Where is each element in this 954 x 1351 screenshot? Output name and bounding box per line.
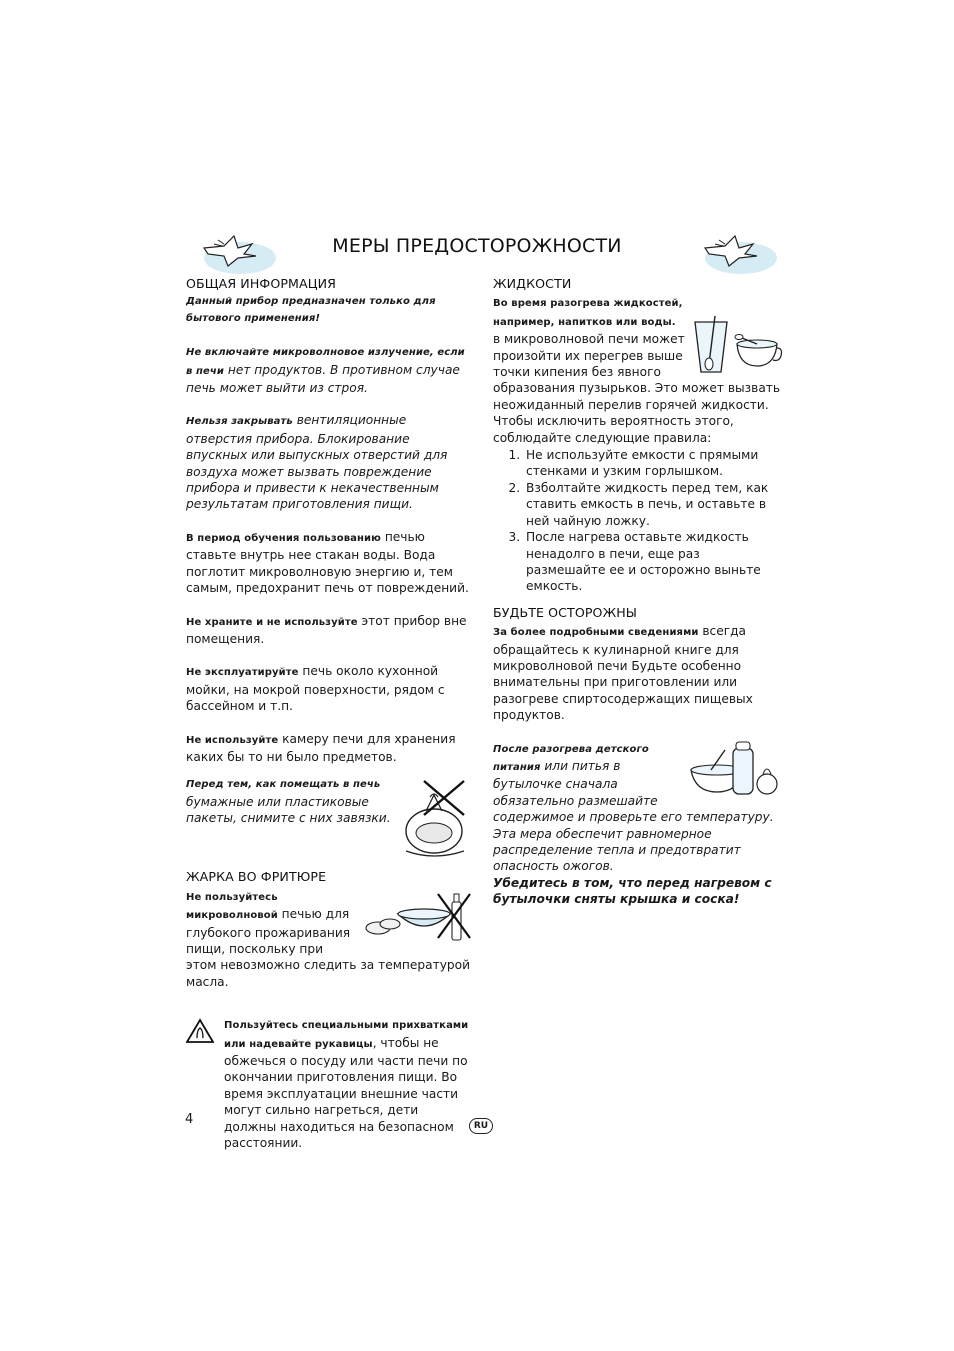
language-badge: RU — [469, 1118, 493, 1134]
page-title: МЕРЫ ПРЕДОСТОРОЖНОСТИ — [332, 235, 622, 257]
section-heading-general: ОБЩАЯ ИНФОРМАЦИЯ — [186, 276, 336, 291]
paragraph-outdoor: Не храните и не используйте этот прибор вне помещения. — [186, 613, 467, 646]
paragraph-vents: Нельзя закрывать вентиляционные отверстия прибора. Блокирование впускных или выпускных отверстий для воздуха может вызвать повреждение прибора и привести к некачественным результатам приготовления пищи. — [186, 413, 448, 512]
frying-bowl-crossed-icon — [360, 888, 472, 946]
section-heading-liquids: ЖИДКОСТИ — [493, 276, 572, 291]
section-heading-be-careful: БУДЬТЕ ОСТОРОЖНЫ — [493, 604, 638, 620]
list-item: 1. Не используйте емкости с прямыми стенками и узким горлышком. — [524, 447, 783, 480]
bag-ties-block — [186, 775, 472, 859]
paragraph-liquids: Во время разогрева жидкостей, например, напитков или воды. в микроволновой печи может произойти их перегрев выше точки кипения без явного образования пузырьков. Это может вызвать неожиданный перелив горячей жидкости. Чтобы исключить вероятность этого, соблюдайте следующие правила: — [493, 298, 781, 445]
bag-crossed-icon — [400, 775, 472, 859]
paragraph-no-empty-run: Не включайте микроволновое излучение, если в печи нет продуктов. В противном случае печь может выйти из строя. — [186, 347, 465, 396]
deep-frying-block — [186, 888, 472, 990]
paragraph-water-glass: В период обучения пользованию печью ставьте внутрь нее стакан воды. Вода поглотит микроволновую энергию и, тем самым, предохранит печь от повреждений. — [186, 529, 469, 596]
list-item: 2. Взболтайте жидкость перед тем, как ставить емкость в печь, и оставьте в ней чайную ложку. — [524, 480, 783, 529]
paragraph-deep-frying: Не пользуйтесь микроволновой печью для глубокого прожаривания пищи, поскольку при этом невозможно следить за температурой масла. — [186, 891, 471, 989]
list-item: 3. После нагрева оставьте жидкость ненадолго в печи, еще раз размешайте ее и осторожно выньте емкость. — [524, 529, 783, 595]
paragraph-remove-cap: Убедитесь в том, что перед нагревом с бутылочки сняты крышка и соска! — [493, 875, 772, 907]
section-heading-deep-frying: ЖАРКА ВО ФРИТЮРЕ — [186, 869, 327, 885]
paragraph-cookbook: За более подробными сведениями всегда обращайтесь к кулинарной книге для микроволновой печи Будьте особенно внимательны при приготовлении или разогреве спиртосодержащих пищевых продуктов. — [493, 624, 753, 723]
paragraph-oven-mitts: Пользуйтесь специальными прихватками или надевайте рукавицы, чтобы не обжечься о посуду или части печи по окончании приготовления пищи. Во время эксплуатации внешние части могут сильно нагреться, дети должны находиться на безопасном расстоянии. — [224, 1020, 469, 1151]
liquids-rules-list — [493, 447, 783, 595]
hot-surfaces-warning — [186, 1016, 472, 1151]
glass-and-cup-icon — [691, 314, 783, 378]
baby-food-block — [493, 740, 783, 875]
left-column — [186, 276, 472, 1151]
paragraph-bag-ties: Перед тем, как помещать в печь бумажные или пластиковые пакеты, снимите с них завязки. — [186, 779, 391, 826]
paragraph-storage: Не используйте камеру печи для хранения каких бы то ни было предметов. — [186, 731, 456, 764]
right-column — [493, 276, 783, 908]
liquids-block — [493, 294, 783, 446]
household-use-notice: Данный прибор предназначен только для бытового применения! — [186, 296, 436, 324]
page-number: 4 — [185, 1112, 194, 1127]
warning-triangle-icon — [186, 1016, 216, 1151]
baby-bottle-bowl-icon — [687, 740, 783, 800]
paragraph-wet-places: Не эксплуатируйте печь около кухонной мойки, на мокрой поверхности, рядом с бассейном и т.п. — [186, 664, 445, 714]
paragraph-baby-food: После разогрева детского питания или питья в бутылочке сначала обязательно размешайте содержимое и проверьте его температуру. Эта мера обеспечит равномерное распределение тепла и предотвратит опасность ожогов. — [493, 743, 774, 874]
